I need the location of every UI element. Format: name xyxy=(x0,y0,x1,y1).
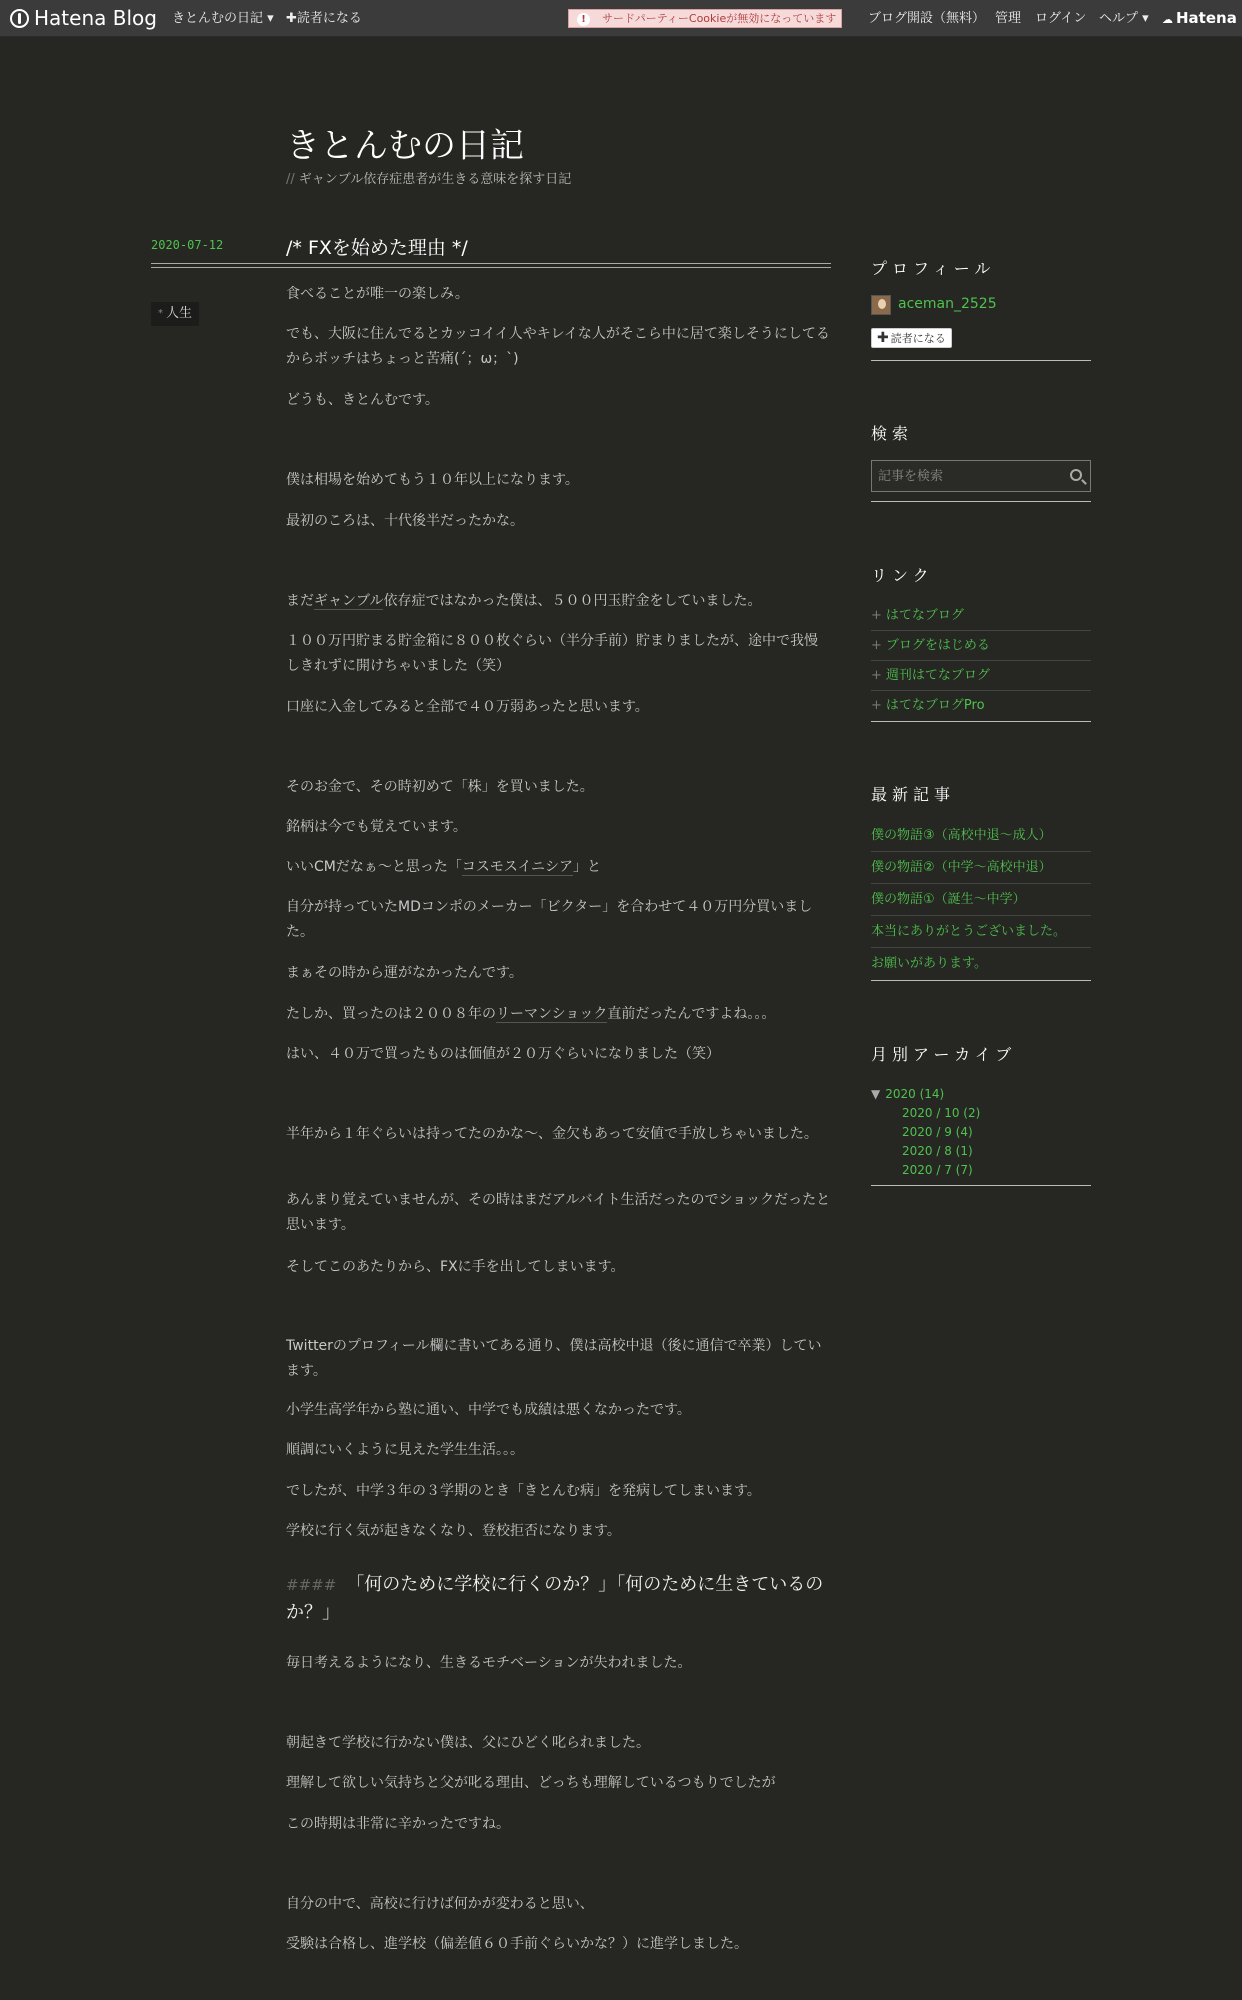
recent-title: 最新記事 xyxy=(871,785,956,804)
archive-month[interactable]: 2020 / 7 (7) xyxy=(902,1163,973,1177)
paragraph: そのお金で、その時初めて「株」を買いました。 xyxy=(286,779,594,795)
paragraph: １００万円貯まる貯金箱に８００枚ぐらい（半分手前）貯まりましたが、途中で我慢しきれずに開けちゃいました（笑） xyxy=(286,633,818,674)
plus-icon: + xyxy=(871,698,882,713)
open-blog-link[interactable]: ブログ開設（無料） xyxy=(868,11,986,26)
paragraph: でも、大阪に住んでるとカッコイイ人やキレイな人がそこら中に居て楽しそうにしてるからボッチはちょっと苦痛(´；ω；`) xyxy=(286,326,830,367)
paragraph: Twitterのプロフィール欄に書いてある通り、僕は高校中退（後に通信で卒業）しています。 xyxy=(286,1338,822,1379)
hatena-blog-logo[interactable]: Hatena Blog xyxy=(10,0,157,37)
triangle-down-icon: ▼ xyxy=(871,1087,881,1101)
paragraph: はい、４０万で買ったものは価値が２０万ぐらいになりました（笑） xyxy=(286,1046,720,1062)
plus-icon: ✚ xyxy=(877,330,889,346)
paragraph: 半年から１年ぐらいは持ってたのかな～、金欠もあって安値で手放しちゃいました。 xyxy=(286,1126,818,1142)
archive-month[interactable]: 2020 / 8 (1) xyxy=(902,1144,973,1158)
paragraph-with-keyword: まだギャンブル依存症ではなかった僕は、５００円玉貯金をしていました。 xyxy=(286,593,762,609)
paragraph-with-keyword: たしか、買ったのは２００８年のリーマンショック直前だったんですよね。。。 xyxy=(286,1006,776,1022)
login-link[interactable]: ログイン xyxy=(1035,11,1087,26)
search-icon[interactable] xyxy=(1070,469,1082,481)
paragraph: どうも、きとんむです。 xyxy=(286,392,439,408)
keyword-link[interactable]: ギャンブル xyxy=(314,593,384,609)
paragraph-with-keyword: いいCMだなぁ～と思った「コスモスイニシア」と xyxy=(286,859,602,875)
paragraph: 順調にいくように見えた学生生活。。。 xyxy=(286,1442,524,1458)
blog-menu-dropdown[interactable]: きとんむの日記 ▾ xyxy=(172,11,274,26)
recent-entry-link[interactable]: お願いがあります。 xyxy=(871,956,987,971)
paragraph: 自分の中で、高校に行けば何かが変わると思い、 xyxy=(286,1896,594,1912)
paragraph: 銘柄は今でも覚えています。 xyxy=(286,819,467,835)
avatar[interactable] xyxy=(871,295,891,315)
archive-title: 月別アーカイブ xyxy=(871,1045,1017,1064)
section-heading: #### 「何のために学校に行くのか？」「何のために生きているのか？」 xyxy=(286,1574,824,1623)
plus-icon: + xyxy=(871,608,882,623)
hatena-blog-logo-icon xyxy=(10,9,29,28)
paragraph: 朝起きて学校に行かない僕は、父にひどく叱られました。 xyxy=(286,1735,650,1751)
paragraph: この時期は非常に辛かったですね。 xyxy=(286,1816,510,1832)
description-text: ギャンブル依存症患者が生きる意味を探す日記 xyxy=(298,172,572,187)
archive-divider xyxy=(871,1185,1091,1186)
links-divider xyxy=(871,721,1091,722)
title-divider xyxy=(151,263,831,268)
paragraph: 最初のころは、十代後半だったかな。 xyxy=(286,513,524,529)
paragraph: 小学生高学年から塾に通い、中学でも成績は悪くなかったです。 xyxy=(286,1402,691,1418)
recent-entry-link[interactable]: 僕の物語①（誕生～中学） xyxy=(871,884,1091,916)
keyword-link[interactable]: コスモスイニシア xyxy=(461,859,574,875)
entry-title[interactable]: /* FXを始めた理由 */ xyxy=(286,237,468,259)
hatena-cloud-icon: ☁ xyxy=(1162,13,1173,26)
paragraph: 自分が持っていたMDコンポのメーカー「ビクター」を合わせて４０万円分買いました。 xyxy=(286,899,813,940)
paragraph: 学校に行く気が起きなくなり、登校拒否になります。 xyxy=(286,1523,621,1539)
profile-name-link[interactable]: aceman_2525 xyxy=(898,296,997,312)
cookie-warning-badge[interactable]: ! サードパーティーCookieが無効になっています xyxy=(568,9,842,28)
links-title: リンク xyxy=(871,566,934,585)
link-item[interactable]: + ブログをはじめる xyxy=(871,631,1091,661)
link-item[interactable]: + はてなブログPro xyxy=(871,698,985,713)
keyword-link[interactable]: リーマンショック xyxy=(496,1006,608,1022)
profile-divider xyxy=(871,360,1091,361)
search-divider xyxy=(871,501,1091,502)
paragraph: そしてこのあたりから、FXに手を出してしまいます。 xyxy=(286,1259,625,1275)
paragraph: 食べることが唯一の楽しみ。 xyxy=(286,286,469,302)
warning-icon: ! xyxy=(577,13,590,26)
paragraph: 僕は相場を始めてもう１０年以上になります。 xyxy=(286,472,579,488)
search-title: 検索 xyxy=(871,424,914,443)
profile-title: プロフィール xyxy=(871,259,996,278)
paragraph: 理解して欲しい気持ちと父が叱る理由、どっちも理解しているつもりでしたが xyxy=(286,1775,776,1791)
blog-description xyxy=(286,168,571,187)
paragraph: まぁその時から運がなかったんです。 xyxy=(286,965,523,981)
paragraph: 毎日考えるようになり、生きるモチベーションが失われました。 xyxy=(286,1655,692,1671)
plus-icon: + xyxy=(871,668,882,683)
blog-title[interactable]: きとんむの日記 xyxy=(286,126,524,166)
recent-entry-link[interactable]: 僕の物語③（高校中退～成人） xyxy=(871,820,1091,852)
category-tag[interactable]: * 人生 xyxy=(151,302,199,326)
entry-date[interactable]: 2020-07-12 xyxy=(151,238,224,252)
global-header xyxy=(0,0,1242,37)
recent-entry-link[interactable]: 僕の物語②（中学～高校中退） xyxy=(871,852,1091,884)
subscribe-button[interactable]: ✚ 読者になる xyxy=(871,328,952,348)
admin-link[interactable]: 管理 xyxy=(995,11,1022,26)
link-item[interactable]: + はてなブログ xyxy=(871,601,1091,631)
paragraph: 受験は合格し、進学校（偏差値６０手前ぐらいかな？）に進学しました。 xyxy=(286,1936,748,1952)
heading-hash: #### xyxy=(286,1576,337,1594)
hatena-logo[interactable]: ☁ Hatena xyxy=(1162,9,1237,27)
subscribe-link[interactable]: ✚読者になる xyxy=(286,11,362,26)
paragraph: でしたが、中学３年の３学期のとき「きとんむ病」を発病してしまいます。 xyxy=(286,1483,761,1499)
recent-entry-link[interactable]: 本当にありがとうございました。 xyxy=(871,916,1091,948)
category-mark: * xyxy=(158,308,163,319)
plus-icon: + xyxy=(871,638,882,653)
archive-month[interactable]: 2020 / 9 (4) xyxy=(902,1125,973,1139)
archive-month[interactable]: 2020 / 10 (2) xyxy=(902,1106,981,1120)
search-box xyxy=(871,460,1091,492)
description-slashes: // xyxy=(286,172,295,187)
archive-year[interactable]: ▼ 2020 (14) xyxy=(871,1087,945,1101)
recent-divider xyxy=(871,980,1091,981)
search-input[interactable] xyxy=(872,461,1062,491)
link-item[interactable]: + 週刊はてなブログ xyxy=(871,661,1091,691)
help-dropdown[interactable]: ヘルプ ▾ xyxy=(1099,11,1149,26)
paragraph: 口座に入金してみると全部で４０万弱あったと思います。 xyxy=(286,699,649,715)
paragraph: あんまり覚えていませんが、その時はまだアルバイト生活だったのでショックだったと思います。 xyxy=(286,1192,831,1233)
